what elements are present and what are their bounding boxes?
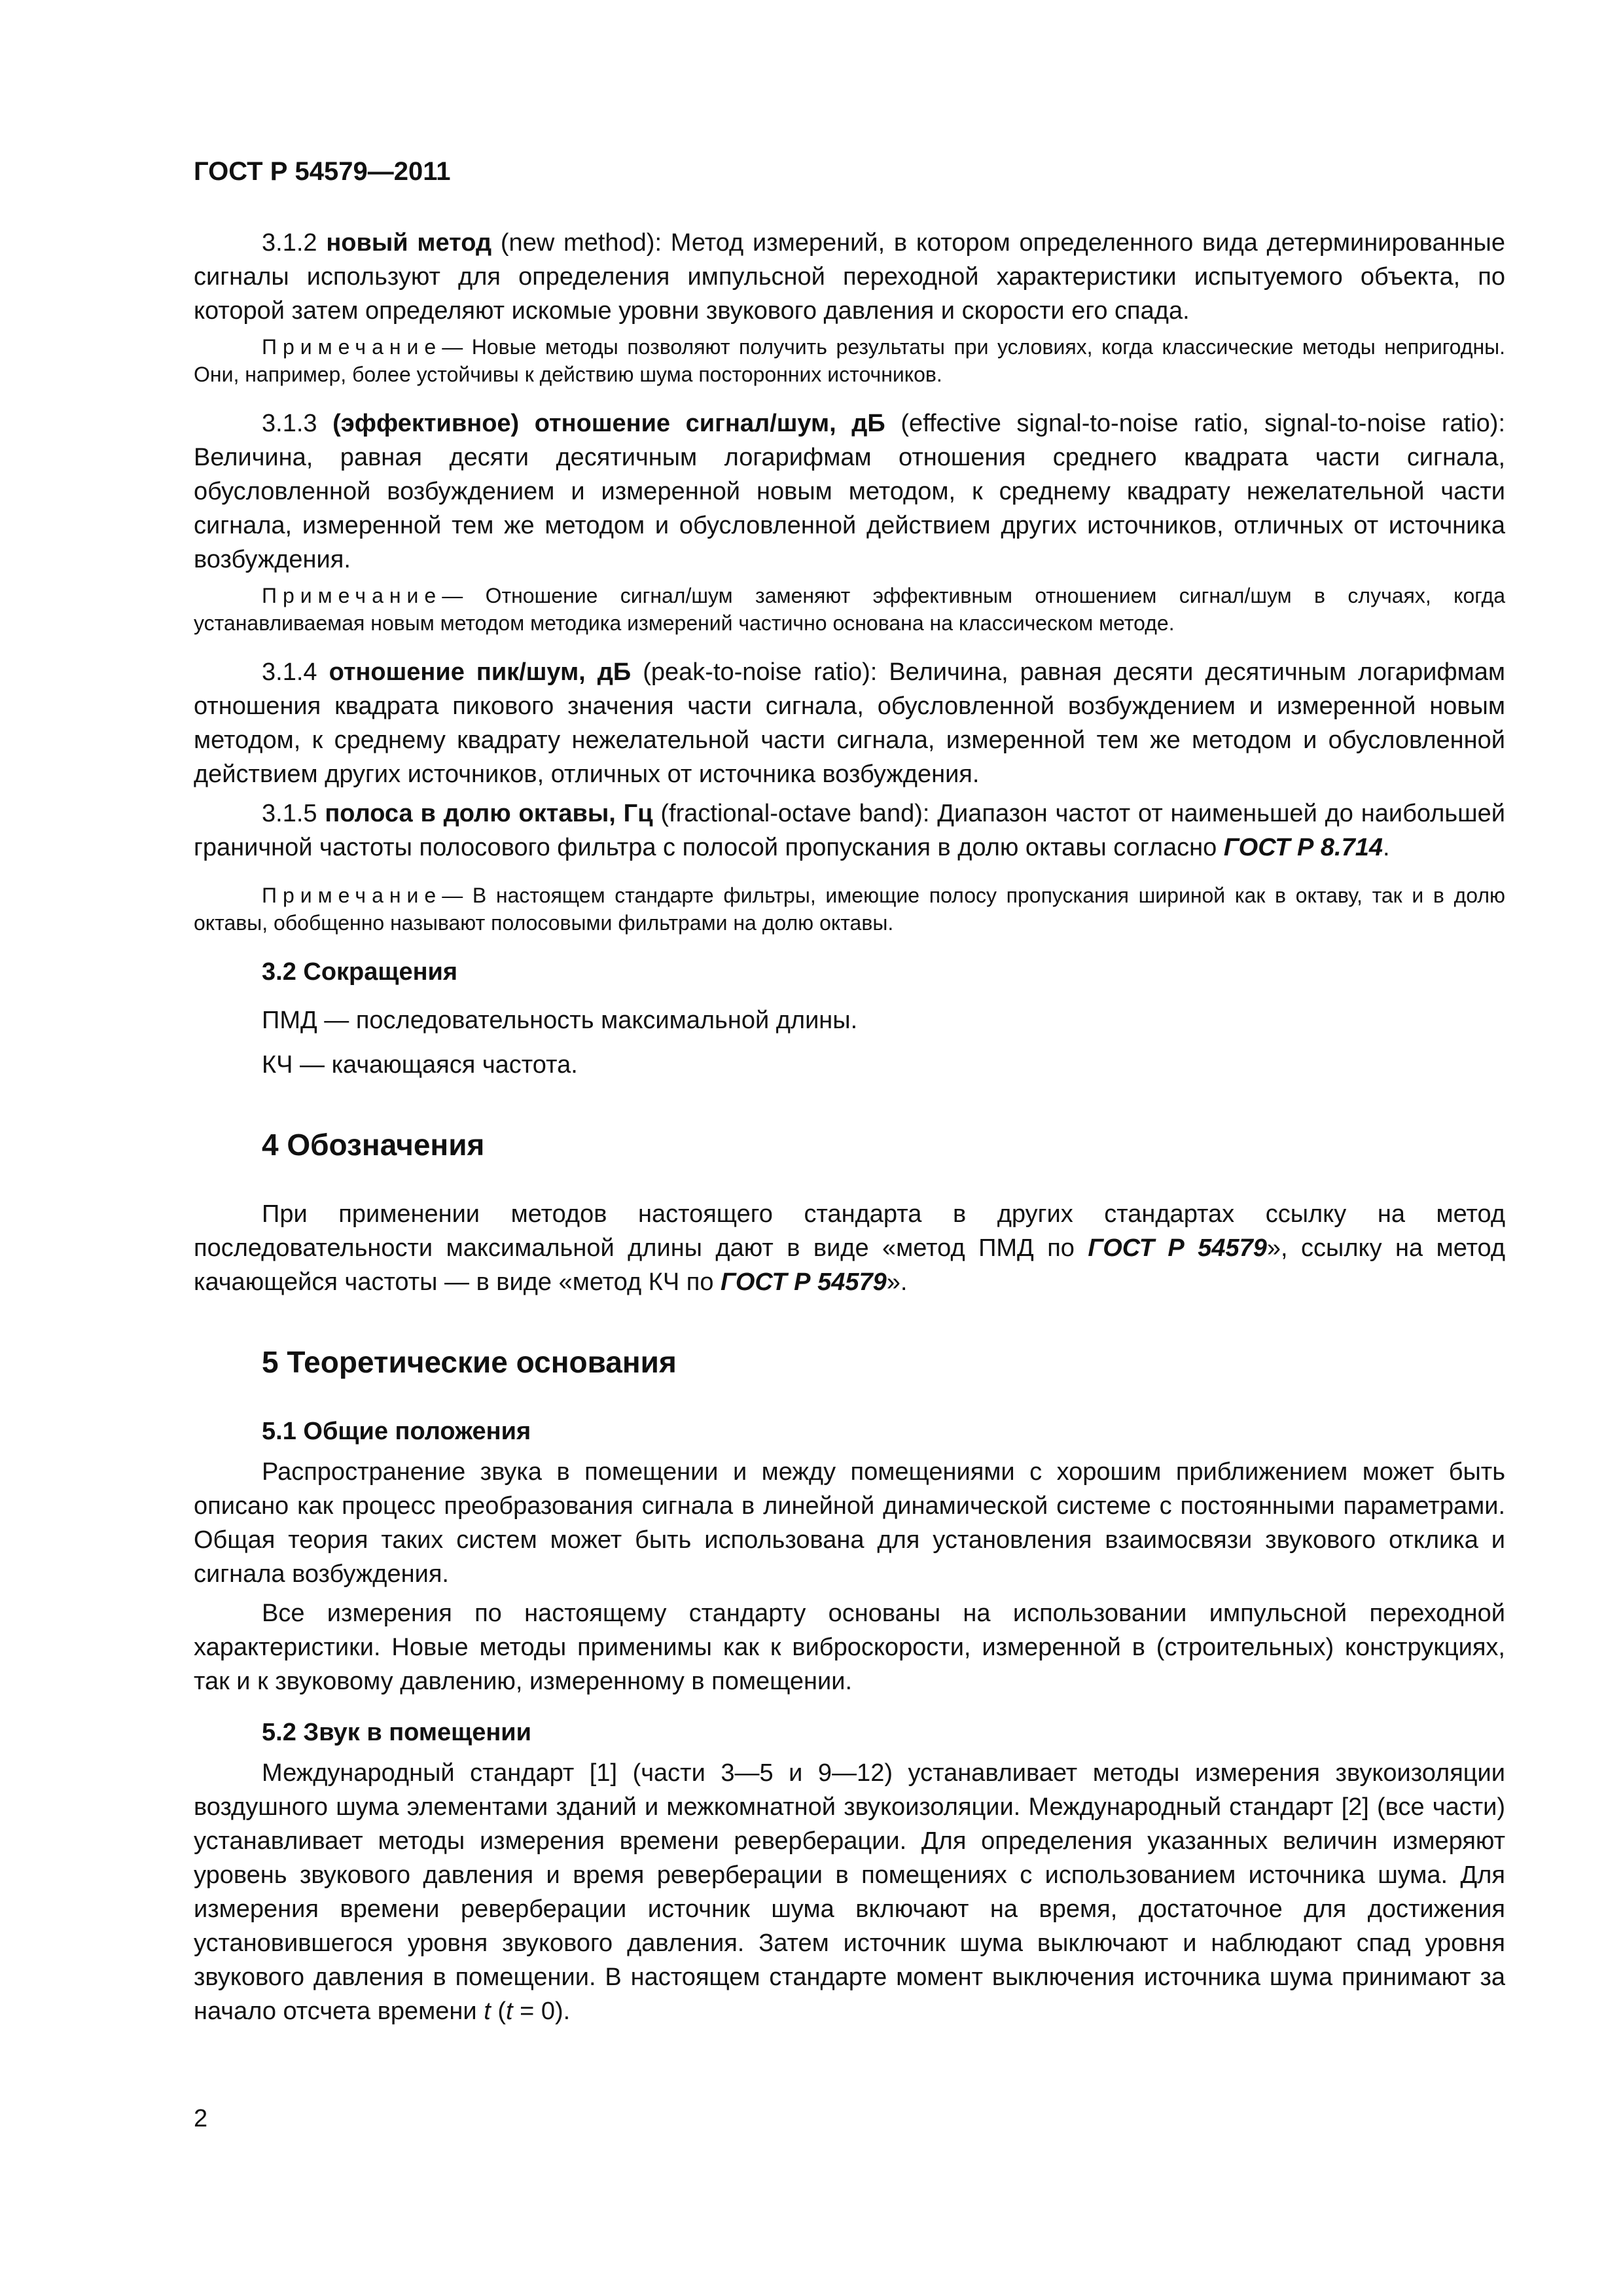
abbreviation-pmd: ПМД — последовательность максимальной длины.: [262, 1007, 858, 1034]
time-variable: t: [484, 1998, 491, 2025]
section-5-2-title: 5.2 Звук в помещении: [262, 1719, 532, 1746]
term: (эффективное) отношение сигнал/шум, дБ: [332, 410, 885, 437]
clause-number: 3.1.2: [262, 229, 317, 257]
page-number: 2: [194, 2105, 208, 2132]
definition-text: Диапазон частот от наименьшей до наибольшей граничной частоты полосового фильтра с полосой пропускания в долю октавы согласно: [194, 800, 1505, 861]
note-1: [194, 333, 1505, 388]
time-variable: t: [505, 1998, 513, 2025]
clause-number: 3.1.5: [262, 800, 317, 827]
note-text: — Отношение сигнал/шум заменяют эффективным отношением сигнал/шум в случаях, когда устанавливаемая новым методом методика измерений частично основана на классическом методе.: [194, 584, 1505, 635]
term-english: (fractional-octave band):: [660, 800, 930, 827]
section-4-title: 4 Обозначения: [262, 1128, 485, 1162]
note-text: — Новые методы позволяют получить результаты при условиях, когда классические методы непригодны. Они, например, более устойчивы к действию шума посторонних источников.: [194, 335, 1505, 386]
section-3-2-title: 3.2 Сокращения: [262, 958, 458, 986]
definition-3-1-3: [194, 406, 1505, 577]
section-4-text: При применении методов настоящего стандарта в других стандартах ссылку на метод последовательности максимальной длины дают в виде «метод ПМД по ГОСТ Р 54579», ссылку на метод качающейся частоты — в виде «метод КЧ по ГОСТ Р 54579».: [194, 1200, 1506, 1296]
term-english: (new method):: [500, 229, 662, 257]
abbreviation-kch: КЧ — качающаяся частота.: [262, 1051, 578, 1079]
section-5-1-paragraph-2: Все измерения по настоящему стандарту основаны на использовании импульсной переходной характеристики. Новые методы применимы как к виброскорости, измеренной в (строительных) конструкциях, так и к звуковому давлению, измеренному в помещении.: [194, 1600, 1505, 1695]
definition-3-1-2: [194, 226, 1505, 328]
term: полоса в долю октавы, Гц: [325, 800, 653, 827]
definition-3-1-5: 3.1.5 полоса в долю октавы, Гц (fractional-octave band): Диапазон частот от наименьшей до наибольшей граничной частоты полосового фильтра с полосой пропускания в долю октавы согласно ГОСТ Р 8.714.: [194, 800, 1505, 861]
definition-text: Величина, равная десяти десятичным логарифмам отношения среднего квадрата части сигнала, обусловленной возбуждением и измеренной новым методом, к среднему квадрату нежелательной части сигнала, измеренной тем же методом и обусловленной действием других источников, отличных от источника возбуждения.: [194, 444, 1505, 573]
standard-reference: ГОСТ Р 54579: [1088, 1234, 1267, 1262]
term-english: (effective signal-to-noise ratio, signal-to-noise ratio):: [901, 410, 1506, 437]
note-label: Примечание: [262, 335, 442, 359]
section-5-title: 5 Теоретические основания: [262, 1345, 677, 1379]
term-english: (peak-to-noise ratio):: [643, 658, 878, 686]
section-5-1-title: 5.1 Общие положения: [262, 1418, 531, 1445]
section-5-1-paragraph-1: Распространение звука в помещении и между помещениями с хорошим приближением может быть описано как процесс преобразования сигнала в линейной динамической системе с постоянными параметрами. Общая теория таких систем может быть использована для установления взаимосвязи звукового отклика и сигнала возбуждения.: [194, 1458, 1505, 1588]
standard-reference: ГОСТ Р 54579: [721, 1268, 887, 1296]
document-header: ГОСТ Р 54579—2011: [194, 157, 451, 186]
note-2: [194, 582, 1505, 637]
definition-text: Величина, равная десяти десятичным логарифмам отношения квадрата пикового значения части сигнала, обусловленной возбуждением и измеренной новым методом, к среднему квадрату нежелательной части сигнала, измеренной тем же методом и обусловленной действием других источников, отличных от источника возбуждения.: [194, 658, 1506, 788]
term: отношение пик/шум, дБ: [329, 658, 632, 686]
term: новый метод: [326, 229, 492, 257]
note-label: Примечание: [262, 584, 442, 607]
section-5-2-paragraph: Международный стандарт [1] (части 3—5 и 9—12) устанавливает методы измерения звукоизоляции воздушного шума элементами зданий и межкомнатной звукоизоляции. Международный стандарт [2] (все части) устанавливает методы измерения времени реверберации. Для определения указанных величин измеряют уровень звукового давления и время реверберации в помещениях с использованием источника шума. Для измерения времени реверберации источник шума включают на время, достаточное для достижения установившегося уровня звукового давления. Затем источник шума выключают и наблюдают спад уровня звукового давления в помещении. В настоящем стандарте момент выключения источника шума принимают за начало отсчета времени t (t = 0).: [194, 1759, 1505, 2025]
document-page: [194, 157, 1505, 2034]
note-3: [194, 882, 1505, 937]
clause-number: 3.1.3: [262, 410, 317, 437]
definition-3-1-4: [194, 655, 1505, 791]
note-label: Примечание: [262, 884, 442, 907]
note-text: — В настоящем стандарте фильтры, имеющие полосу пропускания шириной как в октаву, так и в долю октавы, обобщенно называют полосовыми фильтрами на долю октавы.: [194, 884, 1505, 935]
clause-number: 3.1.4: [262, 658, 317, 686]
definition-text: Метод измерений, в котором определенного вида детерминированные сигналы используют для определения импульсной переходной характеристики испытуемого объекта, по которой затем определяют искомые уровни звукового давления и скорости его спада.: [194, 229, 1505, 325]
standard-reference: ГОСТ Р 8.714: [1223, 834, 1383, 861]
